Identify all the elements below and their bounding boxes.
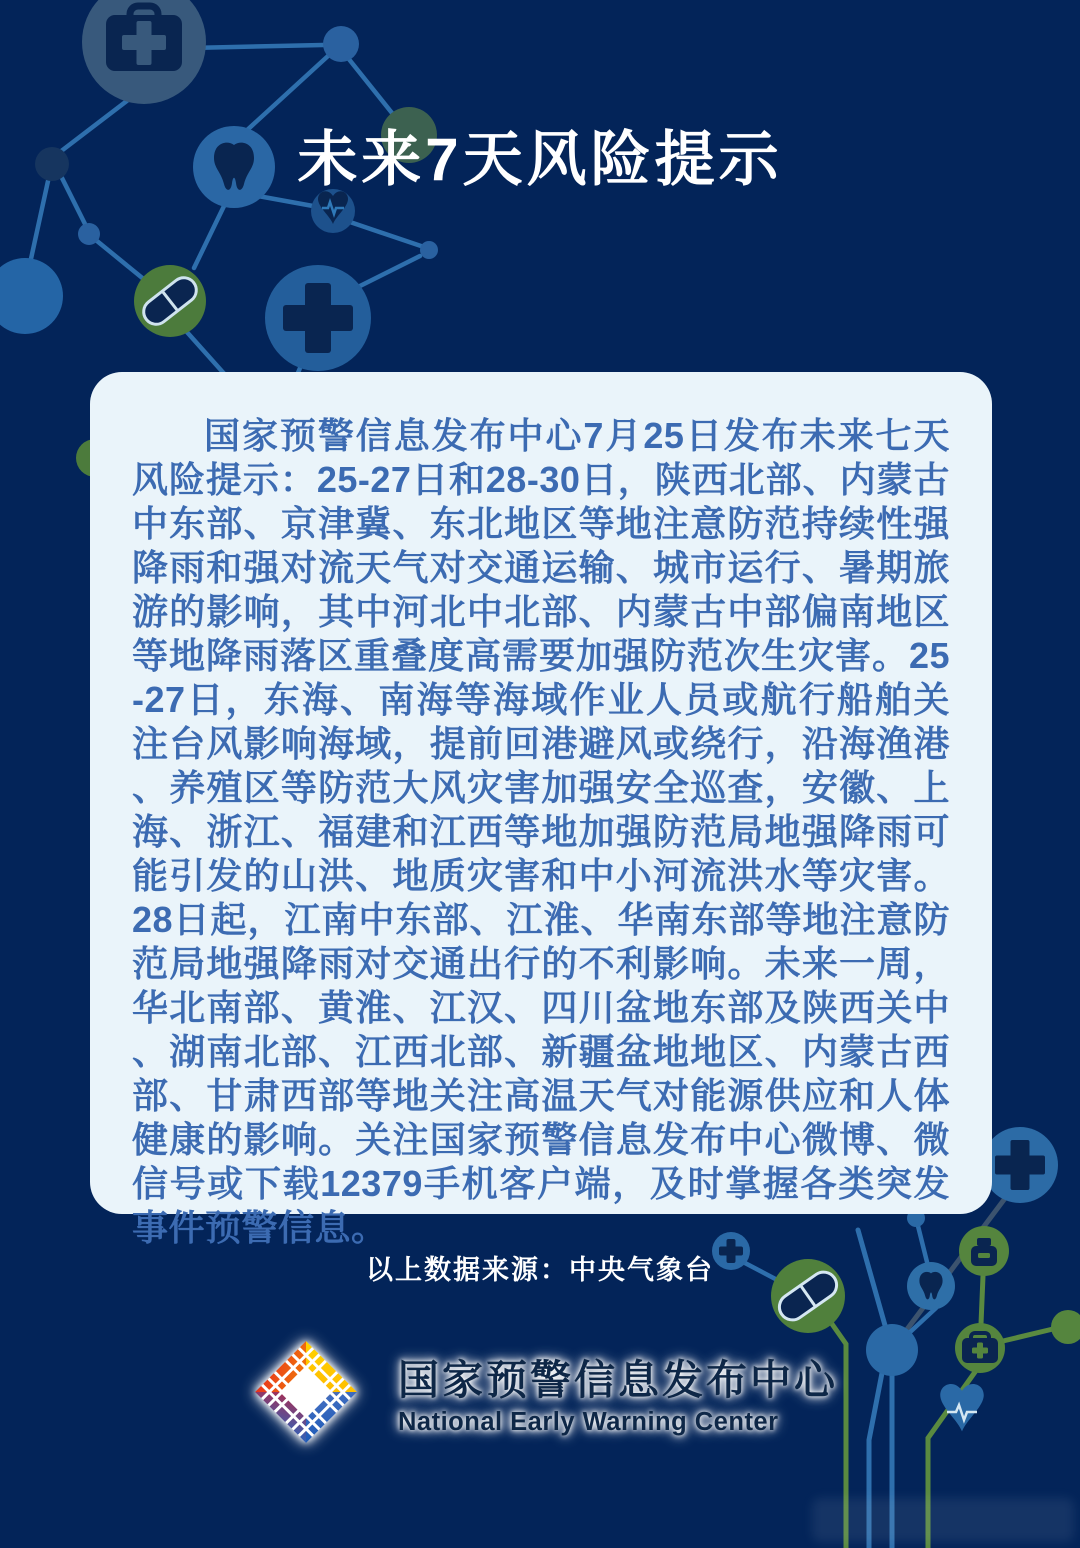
medical-cross-icon bbox=[982, 1127, 1058, 1203]
brand-text-block bbox=[398, 1347, 838, 1437]
brand-name-en: National Early Warning Center bbox=[398, 1408, 779, 1436]
network-node bbox=[420, 241, 438, 259]
page-title: 未来7天风险提示 bbox=[297, 126, 783, 193]
network-node bbox=[78, 223, 100, 245]
risk-notice-card bbox=[90, 372, 992, 1248]
first-aid-kit-icon bbox=[82, 0, 206, 104]
risk-notice-body: 国家预警信息发布中心7月25日发布未来七天风险提示：25-27日和28-30日，陕西北部、内蒙古中东部、京津冀、东北地区等地注意防范持续性强降雨和强对流天气对交通运输、城市运行、暑期旅游的影响，其中河北中北部、内蒙古中部偏南地区等地降雨落区重叠度高需要加强防范次生灾害。25-27日，东海、南海等海域作业人员或航行船舶关注台风影响海域，提前回港避风或绕行，沿海渔港、养殖区等防范大风灾害加强安全巡查，安徽、上海、浙江、福建和江西等地加强防范局地强降雨可能引发的山洪、地质灾害和中小河流洪水等灾害。28日起，江南中东部、江淮、华南东部等地注意防范局地强降雨对交通出行的不利影响。未来一周，华北南部、黄淮、江汉、四川盆地东部及陕西关中、湖南北部、江西北部、新疆盆地地区、内蒙古西部、甘肃西部等地关注高温天气对能源供应和人体健康的影响。关注国家预警信息发布中心微博、微信号或下载12379手机客户端，及时掌握各类突发事件预警信息。 bbox=[132, 415, 950, 1248]
pill-icon bbox=[134, 265, 206, 337]
brand-name-cn: 国家预警信息发布中心 bbox=[398, 1357, 838, 1403]
network-node bbox=[0, 258, 63, 334]
footer-brand bbox=[0, 1328, 1080, 1456]
network-node bbox=[323, 26, 359, 62]
medical-cross-icon bbox=[265, 265, 371, 371]
data-source-line: 以上数据来源：中央气象台 bbox=[366, 1255, 714, 1285]
newc-logo-icon bbox=[242, 1328, 370, 1456]
watermark bbox=[812, 1498, 1074, 1542]
